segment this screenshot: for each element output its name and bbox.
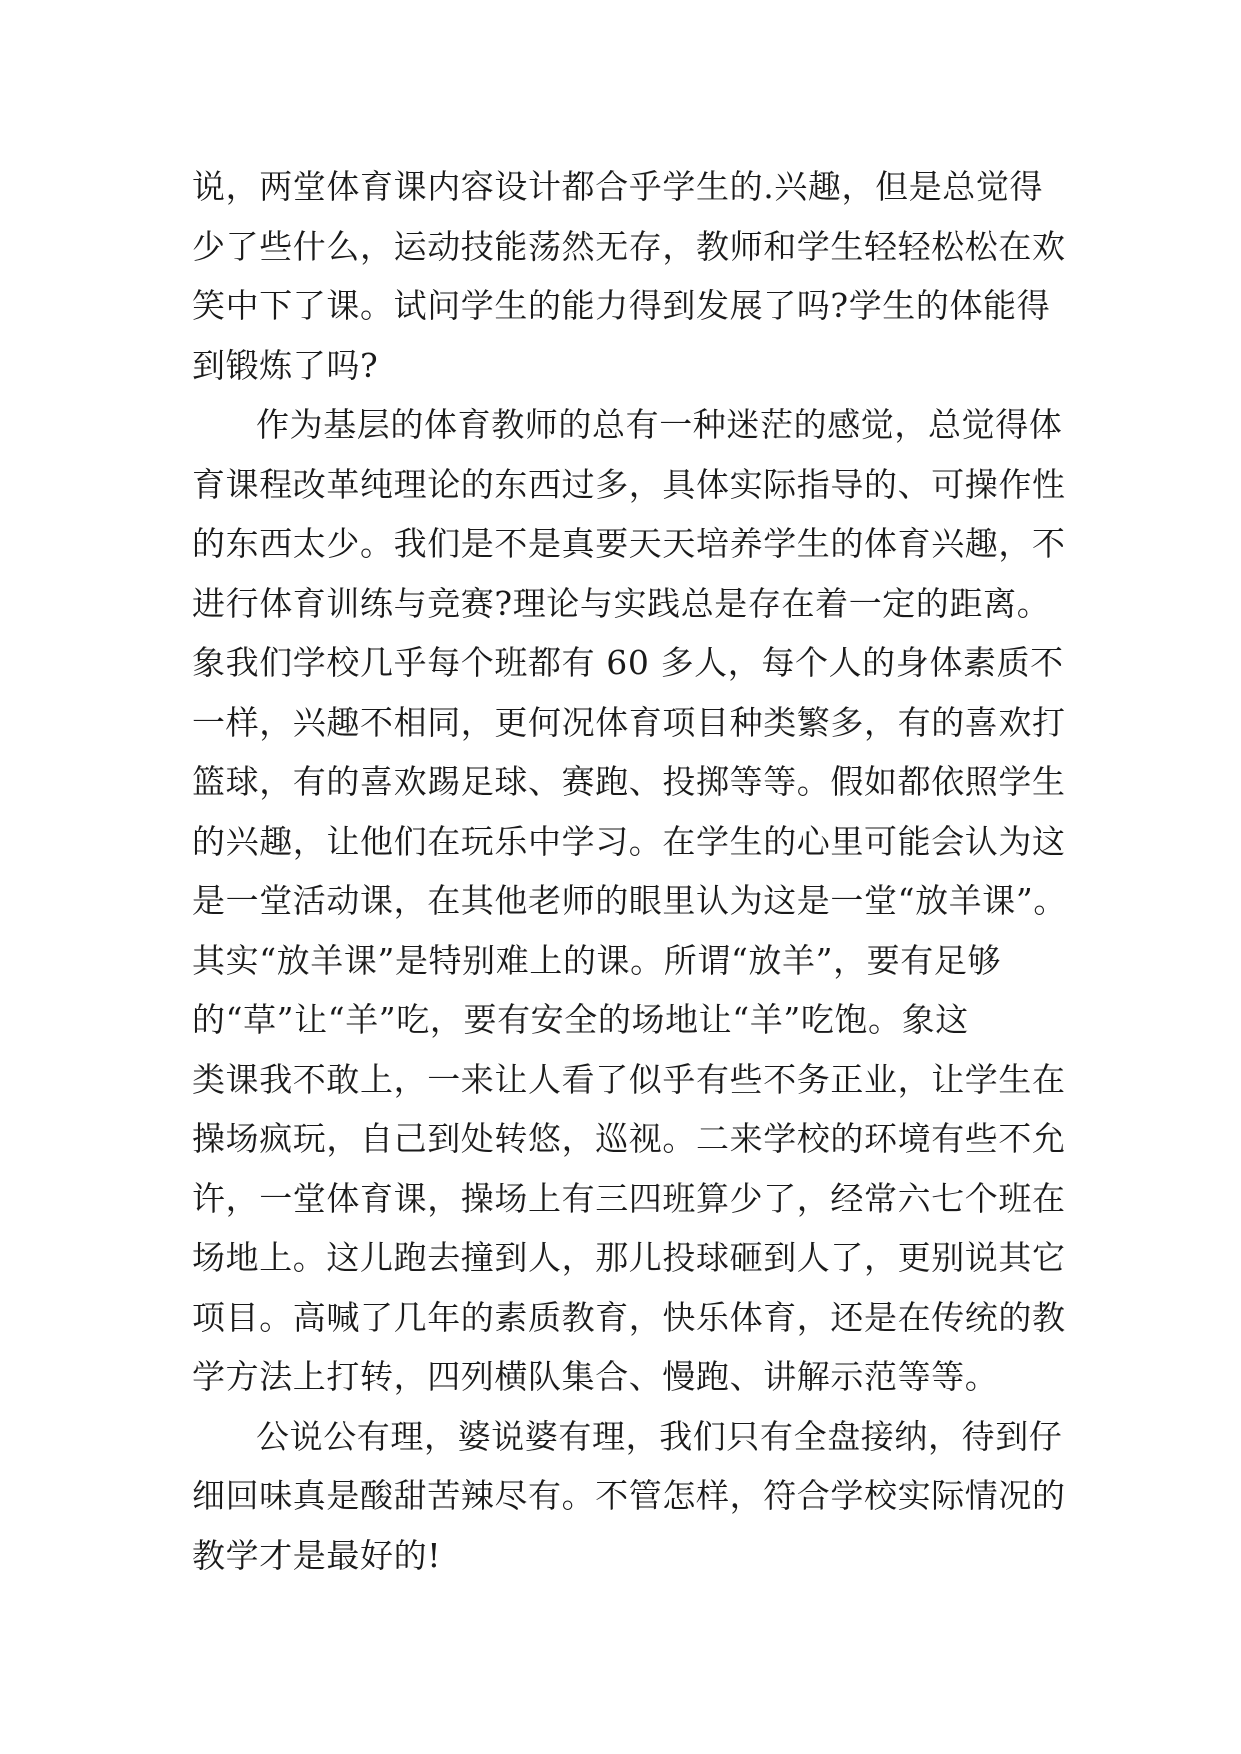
text-line: 少了些什么，运动技能荡然无存，教师和学生轻轻松松在欢 — [192, 226, 1066, 266]
text-line: 其实“放羊课”是特别难上的课。所谓“放羊”，要有足够 — [192, 940, 1002, 980]
text-line: 操场疯玩，自己到处转悠，巡视。二来学校的环境有些不允 — [192, 1119, 1066, 1158]
text-line: 说，两堂体育课内容设计都合乎学生的.兴趣，但是总觉得 — [192, 167, 1044, 206]
text-line: 细回味真是酸甜苦辣尽有。不管怎样，符合学校实际情况的 — [192, 1476, 1066, 1515]
paragraph-first-line: 公说公有理，婆说婆有理，我们只有全盘接纳，待到仔 — [256, 1416, 1063, 1456]
text-line: 场地上。这儿跑去撞到人，那儿投球砸到人了，更别说其它 — [192, 1238, 1066, 1277]
text-line: 学方法上打转，四列横队集合、慢跑、讲解示范等等。 — [192, 1357, 999, 1396]
text-line: 项目。高喊了几年的素质教育，快乐体育，还是在传统的教 — [192, 1297, 1066, 1337]
body-text — [192, 157, 1072, 1585]
text-line: 育课程改革纯理论的东西过多，具体实际指导的、可操作性 — [192, 464, 1066, 504]
text-line: 进行体育训练与竞赛?理论与实践总是存在着一定的距离。 — [192, 583, 1051, 623]
text-line: 象我们学校几乎每个班都有 60 多人，每个人的身体素质不 — [192, 643, 1064, 682]
paragraph-first-line: 作为基层的体育教师的总有一种迷茫的感觉，总觉得体 — [256, 405, 1063, 444]
text-line: 类课我不敢上，一来让人看了似乎有些不务正业，让学生在 — [192, 1059, 1066, 1099]
text-line: 到锻炼了吗? — [192, 345, 379, 385]
text-line: 一样，兴趣不相同，更何况体育项目种类繁多，有的喜欢打 — [192, 702, 1066, 742]
text-line: 教学才是最好的! — [192, 1535, 442, 1575]
text-line: 笑中下了课。试问学生的能力得到发展了吗?学生的体能得 — [192, 286, 1051, 325]
text-line: 许，一堂体育课，操场上有三四班算少了，经常六七个班在 — [192, 1178, 1066, 1218]
text-line: 的东西太少。我们是不是真要天天培养学生的体育兴趣，不 — [192, 524, 1066, 563]
text-line: 篮球，有的喜欢踢足球、赛跑、投掷等等。假如都依照学生 — [192, 762, 1066, 801]
text-line: 的兴趣，让他们在玩乐中学习。在学生的心里可能会认为这 — [192, 821, 1066, 861]
text-line: 是一堂活动课，在其他老师的眼里认为这是一堂“放羊课”。 — [192, 881, 1067, 920]
text-line: 的“草”让“羊”吃，要有安全的场地让“羊”吃饱。象这 — [192, 1000, 969, 1039]
